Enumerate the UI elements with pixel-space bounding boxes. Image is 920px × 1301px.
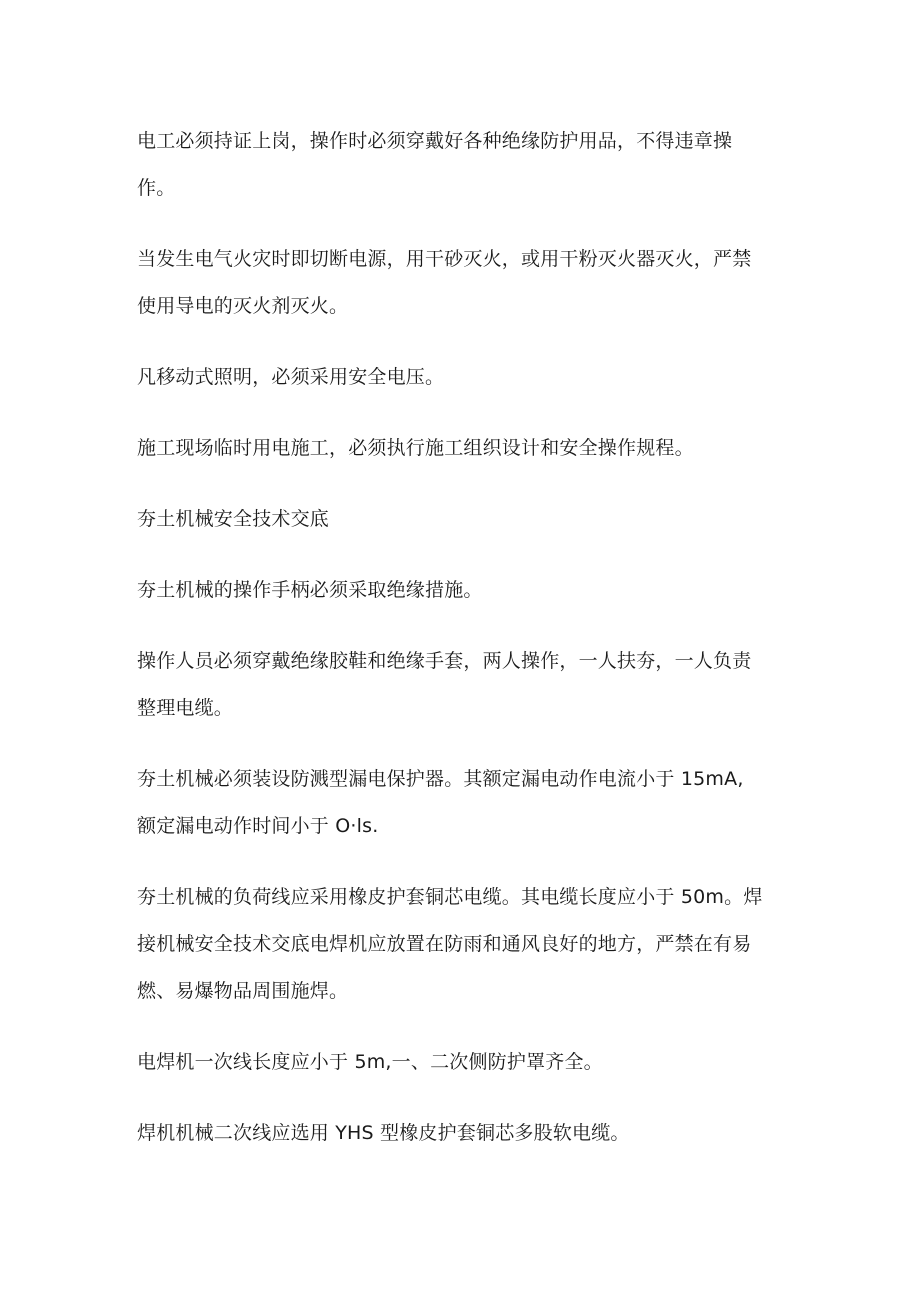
paragraph-line: 夯土机械安全技术交底 xyxy=(137,508,330,530)
paragraph-mobile-lighting xyxy=(137,354,787,401)
paragraph-line: 额定漏电动作时间小于 O·ls. xyxy=(137,815,379,837)
paragraph-line: 整理电缆。 xyxy=(137,697,234,719)
paragraph-line: 电工必须持证上岗，操作时必须穿戴好各种绝缘防护用品，不得违章操 xyxy=(137,130,733,152)
paragraph-welder-secondary-line xyxy=(137,1110,787,1157)
paragraph-line: 凡移动式照明，必须采用安全电压。 xyxy=(137,366,445,388)
paragraph-line: 电焊机一次线长度应小于 5m,一、二次侧防护罩齐全。 xyxy=(137,1051,603,1073)
paragraph-line: 作。 xyxy=(137,177,176,199)
paragraph-line: 焊机机械二次线应选用 YHS 型橡皮护套铜芯多股软电缆。 xyxy=(137,1122,630,1144)
paragraph-line: 当发生电气火灾时即切断电源，用干砂灭火，或用干粉灭火器灭火，严禁 xyxy=(137,248,752,270)
paragraph-electrical-fire xyxy=(137,236,787,330)
paragraph-welder-primary-line xyxy=(137,1039,787,1086)
paragraph-line: 操作人员必须穿戴绝缘胶鞋和绝缘手套，两人操作，一人扶夯，一人负责 xyxy=(137,650,752,672)
paragraph-leakage-protector xyxy=(137,756,787,850)
paragraph-temporary-power xyxy=(137,425,787,472)
paragraph-line: 使用导电的灭火剂灭火。 xyxy=(137,295,349,317)
paragraph-line: 夯土机械的操作手柄必须采取绝缘措施。 xyxy=(137,579,483,601)
section-heading-rammer-safety xyxy=(137,496,787,543)
paragraph-line: 施工现场临时用电施工，必须执行施工组织设计和安全操作规程。 xyxy=(137,437,694,459)
paragraph-line: 接机械安全技术交底电焊机应放置在防雨和通风良好的地方，严禁在有易 xyxy=(137,933,752,955)
paragraph-load-cable-welding xyxy=(137,874,787,1015)
paragraph-rammer-handle xyxy=(137,567,787,614)
paragraph-electrician-certification xyxy=(137,118,787,212)
document-body xyxy=(137,118,787,1181)
paragraph-line: 夯土机械必须装设防溅型漏电保护器。其额定漏电动作电流小于 15mA, xyxy=(137,768,744,790)
paragraph-line: 燃、易爆物品周围施焊。 xyxy=(137,980,349,1002)
paragraph-operator-protection xyxy=(137,638,787,732)
paragraph-line: 夯土机械的负荷线应采用橡皮护套铜芯电缆。其电缆长度应小于 50m。焊 xyxy=(137,886,763,908)
